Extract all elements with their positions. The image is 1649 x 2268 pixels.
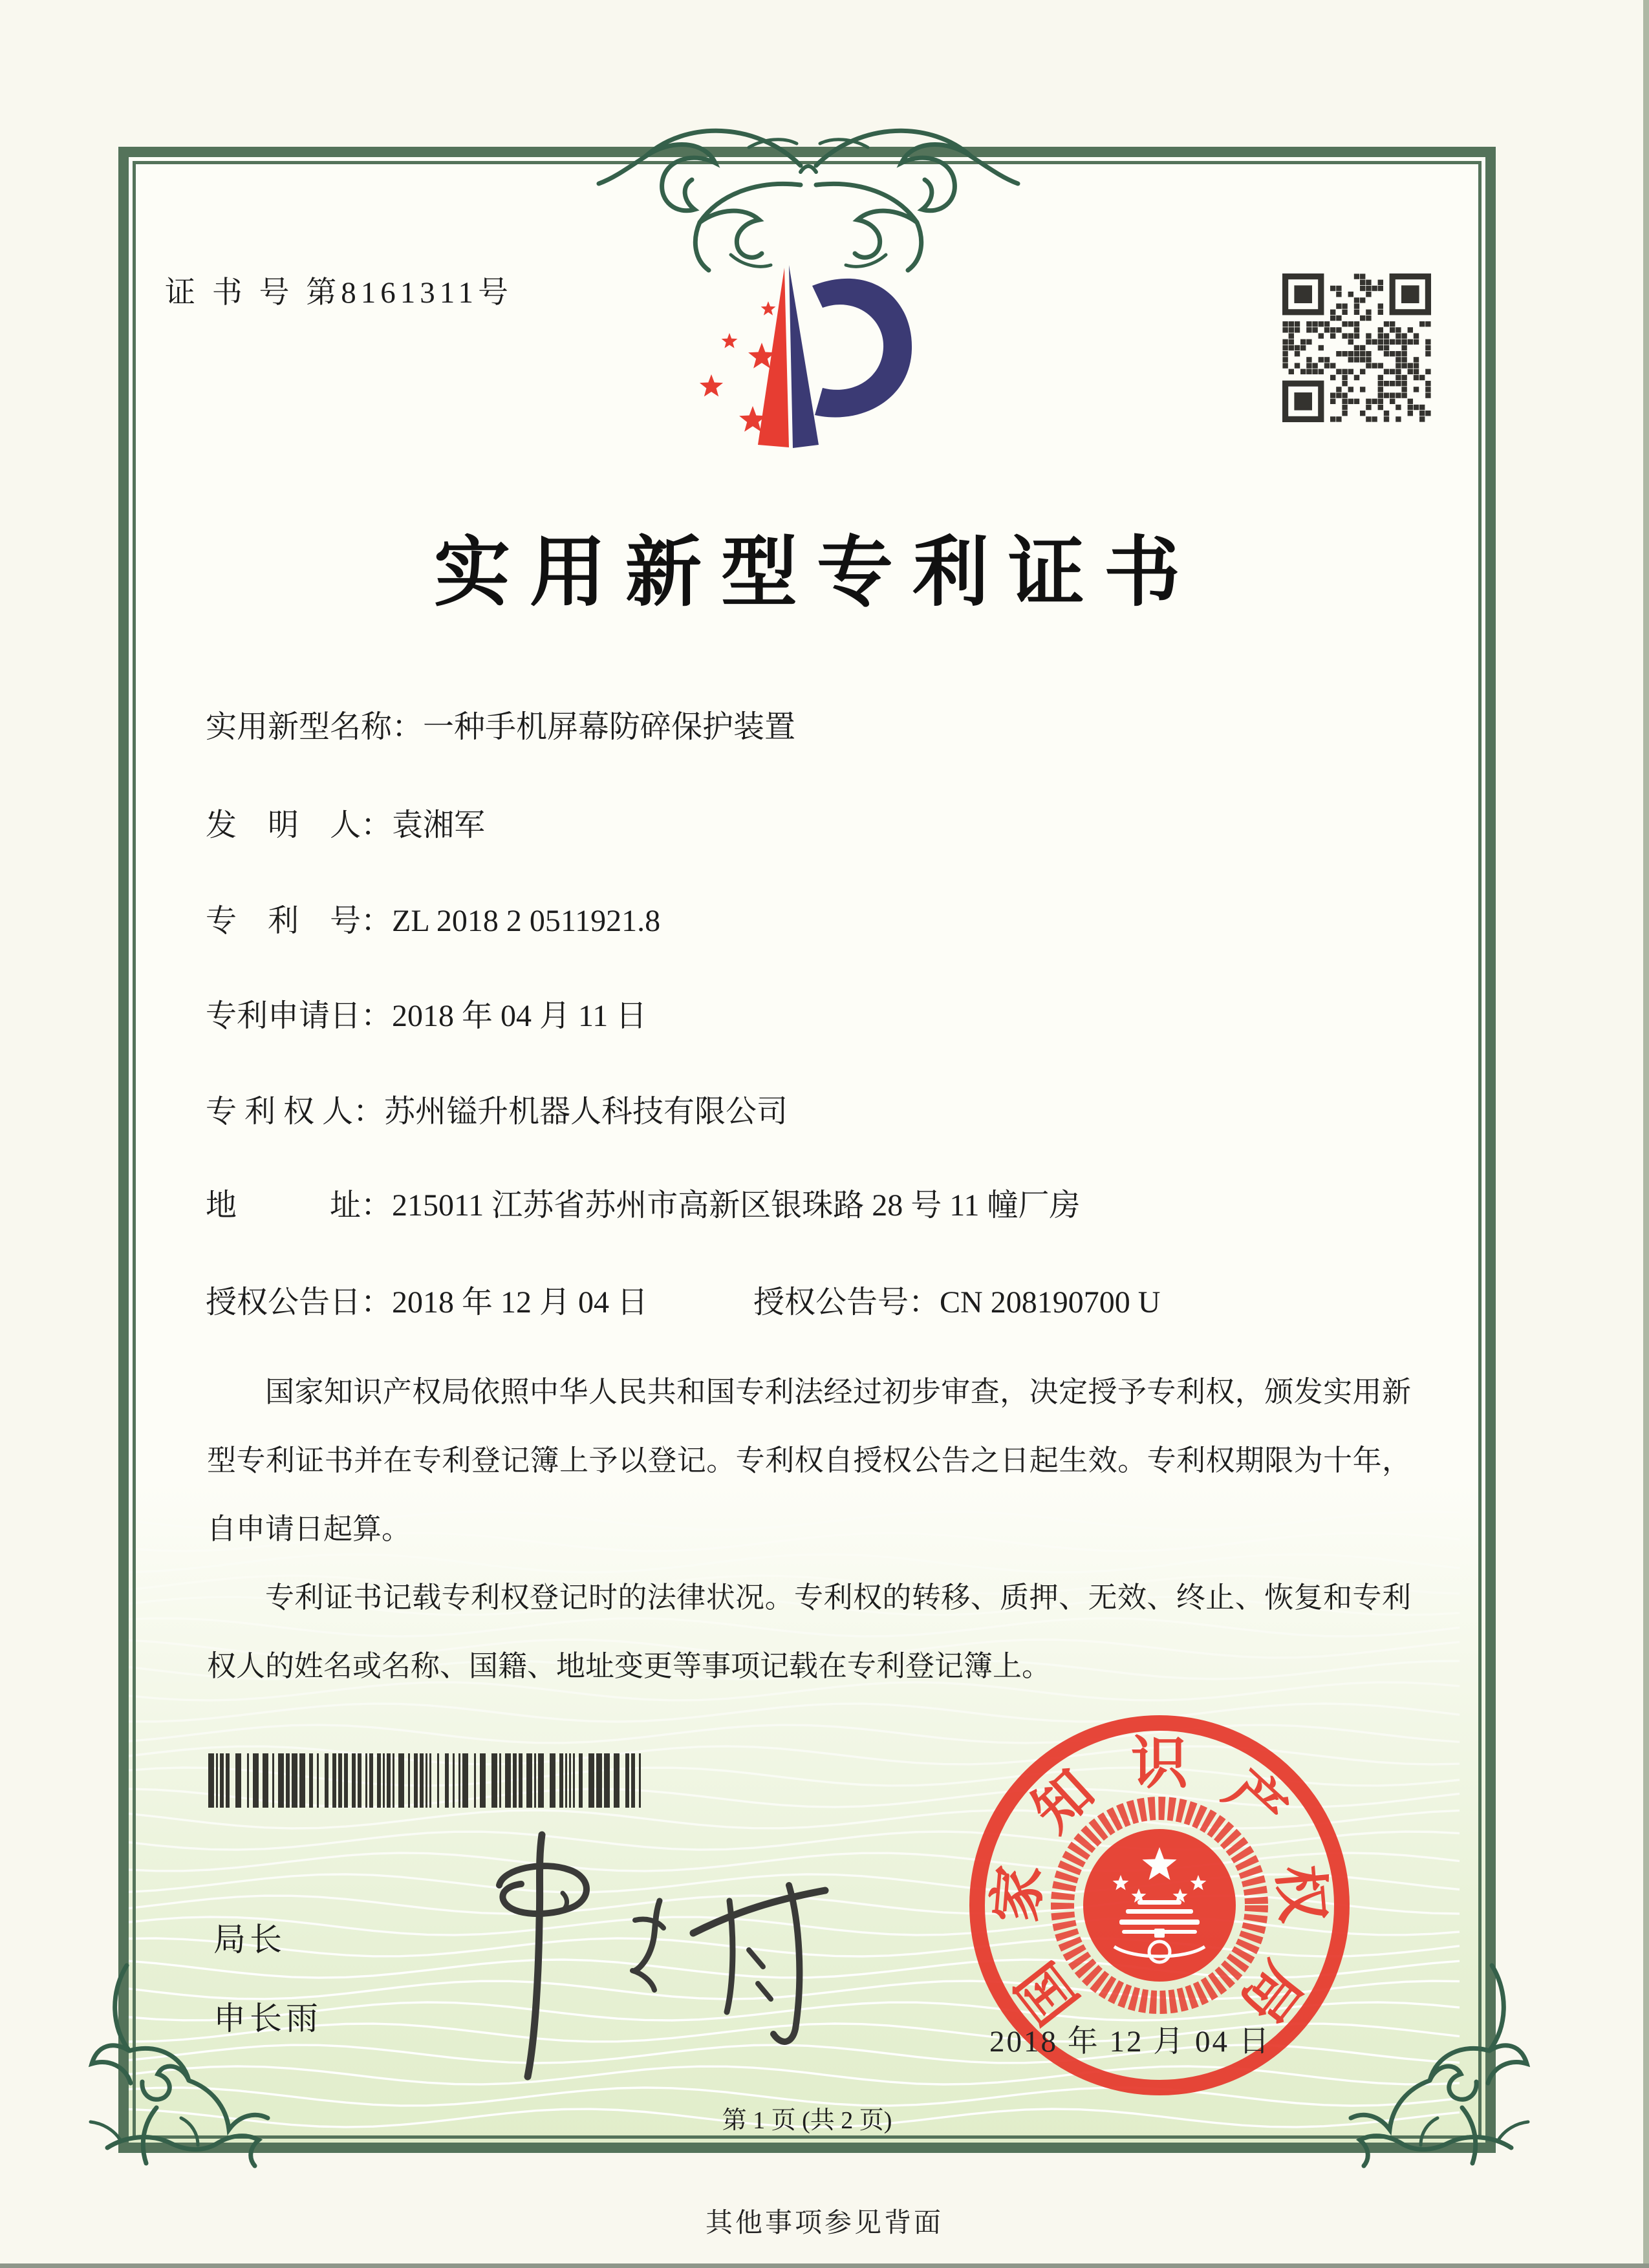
certificate-title: 实用新型专利证书	[433, 531, 1200, 615]
scan-edge-artifact-bottom	[0, 2263, 1649, 2268]
seal-date: 2018 年 12 月 04 日	[989, 2025, 1271, 2059]
field-label: 专 利 权 人：	[206, 1095, 385, 1129]
field-label: 专利申请日：	[206, 999, 393, 1033]
qr-code	[1282, 273, 1431, 422]
field-value: 2018 年 04 月 11 日	[392, 999, 647, 1033]
certificate-sheet	[118, 147, 1496, 2153]
field-value: 一种手机屏幕防碎保护装置	[423, 710, 796, 744]
field-value: 215011 江苏省苏州市高新区银珠路 28 号 11 幢厂房	[392, 1188, 1081, 1223]
field-inventor	[206, 800, 485, 844]
field-grant-number	[753, 1277, 1160, 1321]
statutory-paragraph-1: 国家知识产权局依照中华人民共和国专利法经过初步审查，决定授予专利权，颁发实用新型专利证书并在专利登记簿上予以登记。专利权自授权公告之日起生效。专利权期限为十年，自申请日起算。	[207, 1376, 1411, 1545]
page-indicator: 第 1 页 (共 2 页)	[722, 2107, 892, 2134]
field-label: 地 址：	[206, 1188, 393, 1223]
director-name-label: 申长雨	[213, 2000, 322, 2037]
svg-text:产: 产	[1212, 1759, 1297, 1845]
svg-text:识: 识	[1130, 1733, 1189, 1796]
field-label: 发 明 人：	[206, 808, 393, 842]
corner-ornament-bottom-left	[84, 1960, 281, 2183]
field-utility-model-name	[206, 701, 795, 746]
barcode	[208, 1753, 648, 1808]
director-signature	[466, 1823, 841, 2095]
svg-text:局: 局	[1228, 1950, 1313, 2034]
svg-text:权: 权	[1266, 1863, 1334, 1925]
field-value: 袁湘军	[392, 808, 486, 842]
dragon-scroll-ornament-top	[595, 102, 1022, 290]
field-label: 专 利 号：	[206, 904, 393, 938]
svg-text:国: 国	[1006, 1950, 1091, 2034]
scan-edge-artifact-right	[1643, 0, 1649, 2268]
field-grant-date	[206, 1277, 648, 1321]
field-value: 2018 年 12 月 04 日	[392, 1285, 649, 1320]
field-filing-date	[206, 990, 647, 1035]
field-address	[206, 1180, 1080, 1225]
back-side-note: 其他事项参见背面	[705, 2209, 943, 2238]
field-label: 实用新型名称：	[206, 710, 424, 744]
field-value: ZL 2018 2 0511921.8	[392, 904, 661, 938]
field-patentee	[206, 1086, 788, 1131]
statutory-text	[207, 1358, 1411, 1700]
field-patent-number	[206, 895, 660, 940]
field-value: 苏州镒升机器人科技有限公司	[384, 1095, 788, 1129]
field-label: 授权公告号：	[753, 1285, 940, 1320]
corner-ornament-bottom-right	[1337, 1960, 1535, 2183]
statutory-paragraph-2: 专利证书记载专利权登记时的法律状况。专利权的转移、质押、无效、终止、恢复和专利权人的姓名或名称、国籍、地址变更等事项记载在专利登记簿上。	[207, 1581, 1411, 1682]
director-title-label: 局长	[213, 1921, 286, 1958]
field-label: 授权公告日：	[206, 1285, 393, 1320]
certificate-number: 证 书 号 第8161311号	[165, 276, 513, 310]
svg-text:家: 家	[985, 1863, 1053, 1925]
field-value: CN 208190700 U	[940, 1285, 1161, 1320]
national-emblem	[1062, 1808, 1256, 2002]
svg-text:知: 知	[1022, 1759, 1106, 1845]
